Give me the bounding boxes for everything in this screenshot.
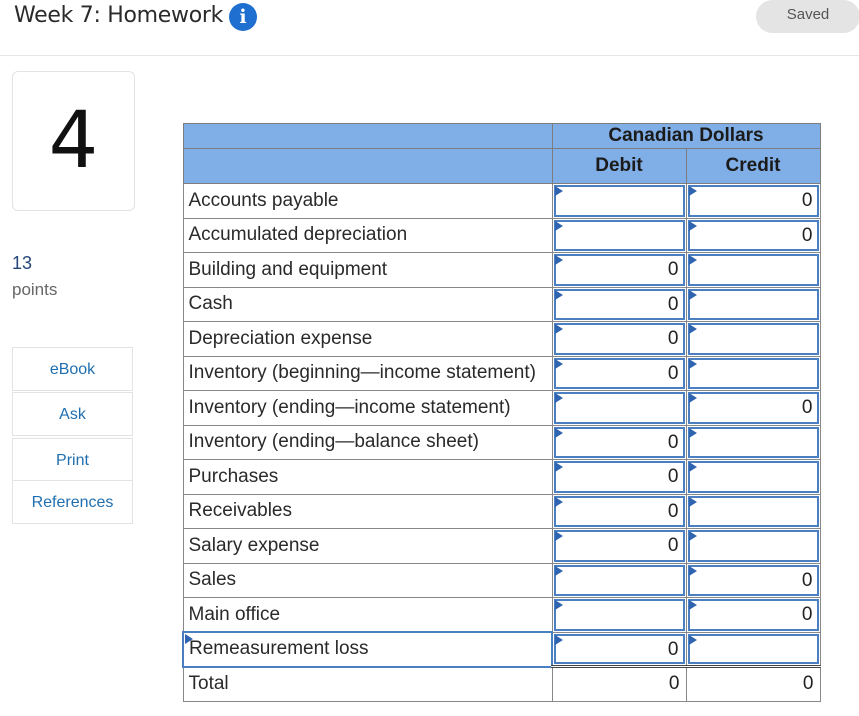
table-row [183, 287, 820, 322]
account-label [183, 529, 552, 564]
table-row [183, 184, 820, 219]
account-label-text: Inventory (ending—balance sheet) [188, 431, 479, 453]
debit-cell [552, 184, 686, 219]
account-label [183, 425, 552, 460]
cell-marker-icon [555, 635, 563, 645]
cell-marker-icon [689, 600, 697, 610]
debit-input[interactable]: 0 [554, 530, 685, 562]
debit-cell [552, 425, 686, 460]
question-number-card [12, 71, 135, 211]
credit-input[interactable] [688, 289, 819, 321]
cell-marker-icon [555, 428, 563, 438]
points-value: 13 [12, 253, 33, 273]
debit-cell [552, 287, 686, 322]
debit-input[interactable]: 0 [554, 323, 685, 355]
credit-cell [686, 218, 820, 253]
credit-cell [686, 563, 820, 598]
table-row [183, 218, 820, 253]
header-blank-cell [183, 124, 552, 149]
debit-input[interactable]: 0 [554, 496, 685, 528]
cell-marker-icon [555, 290, 563, 300]
credit-input[interactable] [688, 358, 819, 390]
debit-input[interactable] [554, 220, 685, 252]
debit-cell [552, 322, 686, 357]
account-label [183, 184, 552, 219]
cell-marker-icon [555, 324, 563, 334]
info-icon[interactable]: i [229, 3, 257, 31]
cell-marker-icon [555, 531, 563, 541]
table-row [183, 253, 820, 288]
cell-marker-icon [689, 531, 697, 541]
cell-marker-icon [555, 497, 563, 507]
debit-cell [552, 218, 686, 253]
cell-marker-icon [555, 221, 563, 231]
credit-input[interactable] [688, 461, 819, 493]
table-row [183, 563, 820, 598]
credit-cell [686, 598, 820, 633]
cell-marker-icon [185, 634, 193, 644]
total-label: Total [183, 667, 552, 702]
debit-input[interactable]: 0 [554, 254, 685, 286]
ask-button[interactable]: Ask [12, 392, 133, 436]
account-label [183, 287, 552, 322]
cell-marker-icon [689, 359, 697, 369]
table-row [183, 356, 820, 391]
debit-input[interactable]: 0 [554, 358, 685, 390]
debit-input[interactable] [554, 565, 685, 597]
account-label [183, 391, 552, 426]
references-button[interactable]: References [12, 480, 133, 524]
table-row [183, 425, 820, 460]
credit-input[interactable] [688, 254, 819, 286]
debit-input[interactable] [554, 392, 685, 424]
question-number: 4 [48, 96, 99, 186]
debit-cell [552, 529, 686, 564]
account-label [183, 460, 552, 495]
table-row [183, 529, 820, 564]
debit-input[interactable]: 0 [554, 289, 685, 321]
account-label [183, 356, 552, 391]
cell-marker-icon [689, 428, 697, 438]
points-label: points [12, 280, 58, 299]
header-blank-cell [183, 149, 552, 184]
table-row [183, 598, 820, 633]
credit-input[interactable]: 0 [688, 185, 819, 217]
cell-marker-icon [555, 186, 563, 196]
debit-cell [552, 253, 686, 288]
debit-input[interactable] [554, 185, 685, 217]
credit-input[interactable] [688, 530, 819, 562]
page-title: Week 7: Homework [14, 3, 224, 28]
debit-cell [552, 563, 686, 598]
cell-marker-icon [689, 324, 697, 334]
credit-cell [686, 494, 820, 529]
credit-cell [686, 253, 820, 288]
cell-marker-icon [689, 566, 697, 576]
credit-cell [686, 529, 820, 564]
account-label [183, 494, 552, 529]
cell-marker-icon [689, 497, 697, 507]
cell-marker-icon [555, 393, 563, 403]
credit-column-header: Credit [686, 149, 820, 184]
debit-input[interactable]: 0 [554, 427, 685, 459]
table-row [183, 322, 820, 357]
credit-input[interactable] [688, 427, 819, 459]
table-row [183, 460, 820, 495]
account-label-text: Accumulated depreciation [188, 224, 408, 246]
credit-input[interactable] [688, 323, 819, 355]
print-button[interactable]: Print [12, 438, 133, 482]
account-label-text: Depreciation expense [188, 327, 373, 349]
account-label-text: Cash [188, 293, 233, 315]
credit-cell [686, 425, 820, 460]
account-label-text: Sales [188, 569, 237, 591]
account-label-text: Building and equipment [188, 258, 388, 280]
account-label [183, 218, 552, 253]
credit-cell [686, 460, 820, 495]
account-label-text: Salary expense [188, 534, 320, 556]
cell-marker-icon [689, 635, 697, 645]
table-row [183, 632, 820, 667]
account-label-text: Remeasurement loss [189, 638, 369, 660]
account-label [183, 322, 552, 357]
account-label [183, 563, 552, 598]
currency-group-header: Canadian Dollars [552, 124, 820, 149]
credit-input[interactable] [688, 496, 819, 528]
credit-input[interactable]: 0 [688, 599, 819, 631]
debit-cell [552, 460, 686, 495]
debit-cell [552, 632, 686, 667]
account-label-text: Inventory (ending—income statement) [188, 396, 511, 418]
cell-marker-icon [689, 290, 697, 300]
credit-cell [686, 632, 820, 667]
cell-marker-icon [689, 186, 697, 196]
debit-input[interactable]: 0 [554, 461, 685, 493]
cell-marker-icon [689, 255, 697, 265]
cell-marker-icon [689, 393, 697, 403]
cell-marker-icon [555, 359, 563, 369]
account-label-text: Receivables [188, 500, 292, 522]
debit-cell [552, 598, 686, 633]
account-label-text: Inventory (beginning—income statement) [188, 362, 536, 384]
credit-input[interactable] [688, 634, 819, 665]
account-label-text: Main office [188, 603, 281, 625]
cell-marker-icon [555, 255, 563, 265]
account-label [183, 253, 552, 288]
account-label [183, 598, 552, 633]
total-credit: 0 [686, 667, 820, 702]
credit-cell [686, 322, 820, 357]
table-row [183, 494, 820, 529]
credit-cell [686, 391, 820, 426]
table-row [183, 391, 820, 426]
debit-cell [552, 494, 686, 529]
cell-marker-icon [555, 462, 563, 472]
account-label-text: Purchases [188, 465, 279, 487]
debit-cell [552, 391, 686, 426]
credit-cell [686, 184, 820, 219]
cell-marker-icon [689, 221, 697, 231]
cell-marker-icon [689, 462, 697, 472]
credit-cell [686, 287, 820, 322]
debit-input[interactable] [554, 599, 685, 631]
cell-marker-icon [555, 566, 563, 576]
cell-marker-icon [555, 600, 563, 610]
credit-input[interactable]: 0 [688, 392, 819, 424]
top-bar [0, 0, 859, 56]
debit-cell [552, 356, 686, 391]
account-label-text: Accounts payable [188, 189, 339, 211]
saved-status-badge: Saved [756, 0, 859, 33]
total-debit: 0 [552, 667, 686, 702]
credit-input[interactable]: 0 [688, 565, 819, 597]
debit-column-header: Debit [552, 149, 686, 184]
account-label[interactable] [183, 632, 552, 667]
debit-input[interactable]: 0 [554, 634, 685, 665]
credit-input[interactable]: 0 [688, 220, 819, 252]
credit-cell [686, 356, 820, 391]
trial-balance-table [182, 123, 821, 702]
ebook-button[interactable]: eBook [12, 347, 133, 391]
